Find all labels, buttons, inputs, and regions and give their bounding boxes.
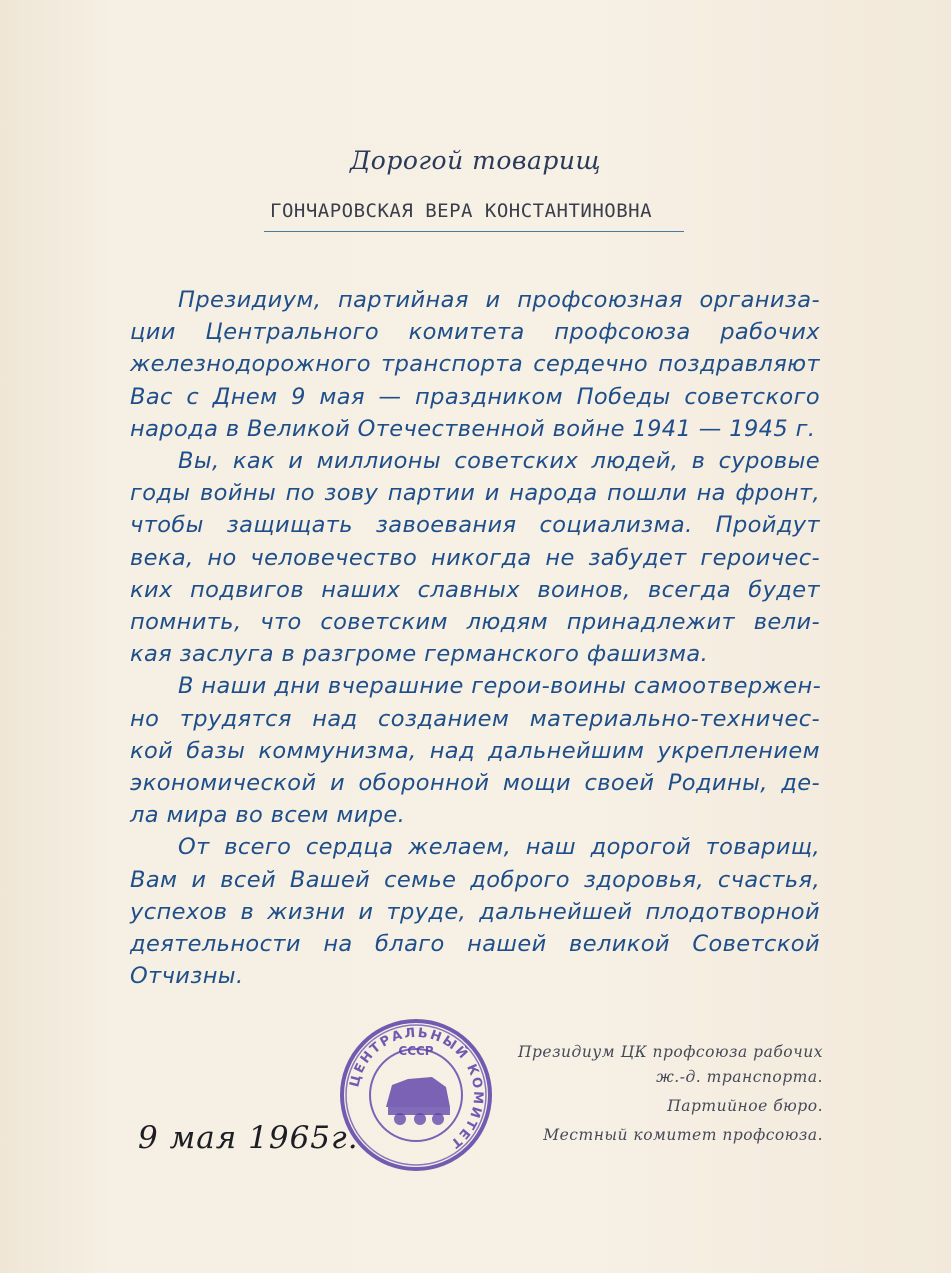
signature-line-presidium: Президиум ЦК профсоюза рабочих [517, 1043, 823, 1061]
body-line: кой базы коммунизма, над дальнейшим укреплением [130, 737, 820, 764]
signature-line-party-bureau: Партийное бюро. [667, 1097, 823, 1115]
body-line: От всего сердца желаем, наш дорогой товарищ, [178, 834, 820, 861]
body-line: чтобы защищать завоевания социализма. Пройдут [130, 512, 820, 539]
handwritten-date: 9 мая 1965г. [138, 1120, 359, 1156]
body-line: Вы, как и миллионы советских людей, в суровые [178, 448, 820, 475]
signature-line-transport: ж.-д. транспорта. [656, 1068, 823, 1086]
letter-body [130, 284, 820, 992]
body-line: кая заслуга в разгроме германского фашизма. [130, 641, 709, 668]
signature-line-local-committee: Местный комитет профсоюза. [543, 1126, 823, 1144]
body-line: железнодорожного транспорта сердечно поздравляют [130, 351, 820, 378]
body-line: годы войны по зову партии и народа пошли на фронт, [130, 480, 820, 507]
stamp-ring-text: ЦЕНТРАЛЬНЫЙ КОМИТЕТ [347, 1025, 486, 1152]
body-line: экономической и оборонной мощи своей Родины, де- [130, 770, 820, 797]
body-line: народа в Великой Отечественной войне 1941 — 1945 г. [130, 415, 816, 442]
body-line: ла мира во всем мире. [130, 802, 406, 829]
signature-block [423, 1040, 823, 1148]
body-line: Вас с Днем 9 мая — праздником Победы советского [130, 383, 820, 410]
name-underline [264, 231, 684, 232]
body-line: деятельности на благо нашей великой Советской [130, 931, 820, 958]
body-line: века, но человечество никогда не забудет героичес- [130, 544, 820, 571]
stamp-top-text: СССР [398, 1044, 434, 1058]
salutation: Дорогой товарищ [349, 146, 601, 175]
body-line: ких подвигов наших славных воинов, всегда будет [130, 576, 820, 603]
body-line: успехов в жизни и труде, дальнейшей плодотворной [130, 898, 820, 925]
body-line: В наши дни вчерашние герои-воины самоотвержен- [178, 673, 822, 700]
body-line: но трудятся над созданием материально-техничес- [130, 705, 820, 732]
body-line: Отчизны. [130, 963, 244, 990]
body-line: Президиум, партийная и профсоюзная организа- [178, 287, 820, 313]
body-line: Вам и всей Вашей семье доброго здоровья, счастья, [130, 866, 820, 893]
body-line: ции Центрального комитета профсоюза рабочих [130, 319, 820, 346]
recipient-name: ГОНЧАРОВСКАЯ ВЕРА КОНСТАНТИНОВНА [270, 200, 653, 222]
body-line: помнить, что советским людям принадлежит вели- [130, 609, 820, 636]
